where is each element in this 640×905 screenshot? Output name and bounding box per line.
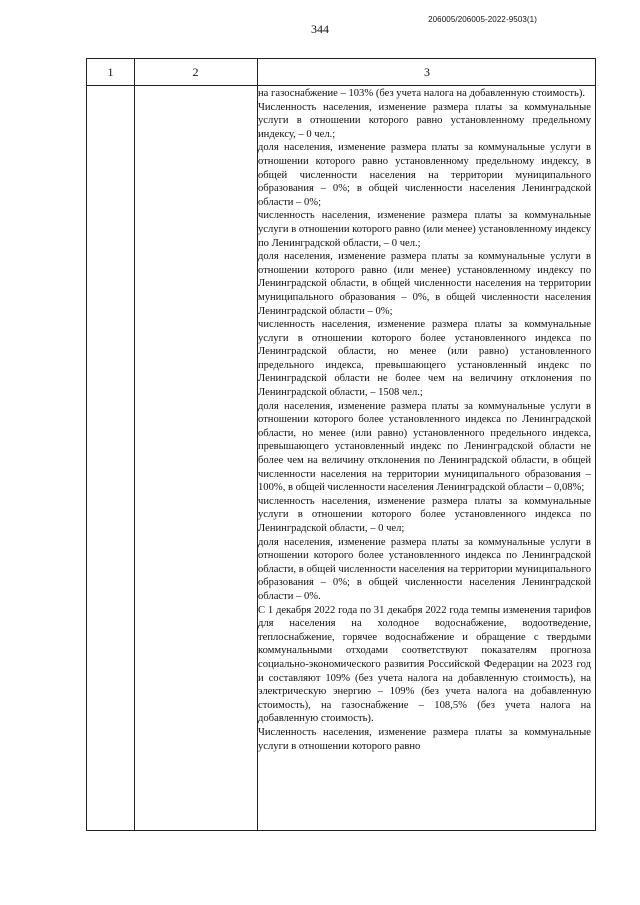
- paragraph: доля населения, изменение размера платы за коммунальные услуги в отношении которого равно (или менее) установленному индексу по Ленинградской области, в общей численности населения на территории муниципального образования – 0%, в общей численности населения Ленинградской области – 0%;: [258, 251, 591, 317]
- paragraph: С 1 декабря 2022 года по 31 декабря 2022 года темпы изменения тарифов для населения на холодное водоснабжение, водоотведение, теплоснабжение, горячее водоснабжение и обращение с твердыми коммунальными отходами соответствуют показателям прогноза социально-экономического развития Российской Федерации на 2023 год и составляют 109% (без учета налога на добавленную стоимость), на электрическую энергию – 109% (без учета налога на добавленную стоимость), на газоснабжение – 108,5% (без учета налога на добавленную стоимость).: [258, 604, 591, 725]
- paragraph: доля населения, изменение размера платы за коммунальные услуги в отношении которого более установленного индекса по Ленинградской области, но менее (или равно) установленного предельного индекса, превышающего установленный индекс по Ленинградской области не более чем на величину отклонения по Ленинградской области, в общей численности населения на территории муниципального образования – 100%, в общей численности населения Ленинградской области – 0,08%;: [258, 400, 591, 494]
- column-header-1: 1: [107, 65, 114, 79]
- paragraph: на газоснабжение – 103% (без учета налога на добавленную стоимость).: [258, 88, 586, 99]
- column-header-2: 2: [192, 65, 199, 79]
- paragraph: Численность населения, изменение размера платы за коммунальные услуги в отношении которого равно установленному предельному индексу, – 0 чел.;: [258, 101, 591, 140]
- table-header-row: [87, 59, 595, 86]
- paragraph: численность населения, изменение размера платы за коммунальные услуги в отношении которого равно (или менее) установленному индексу по Ленинградской области, – 0 чел.;: [258, 210, 591, 249]
- document-code: 206005/206005-2022-9503(1): [428, 15, 537, 24]
- paragraph: доля населения, изменение размера платы за коммунальные услуги в отношении которого равно установленному предельному индексу, в общей численности населения на территории муниципального образования – 0%; в общей численности населения Ленинградской области – 0%;: [258, 142, 591, 208]
- paragraph: Численность населения, изменение размера платы за коммунальные услуги в отношении которого равно: [258, 726, 591, 752]
- paragraph: доля населения, изменение размера платы за коммунальные услуги в отношении которого более установленного индекса по Ленинградской области, в общей численности населения на территории муниципального образования – 0%; в общей численности населения Ленинградской области – 0%.: [258, 536, 591, 602]
- column-header-3: 3: [424, 65, 430, 79]
- paragraph: численность населения, изменение размера платы за коммунальные услуги в отношении которого более установленного индекса по Ленинградской области, но менее (или равно) установленного предельного индекса, превышающего установленный индекс по Ленинградской области не более чем на величину отклонения по Ленинградской области, – 1508 чел.;: [258, 319, 591, 399]
- paragraph: численность населения, изменение размера платы за коммунальные услуги в отношении которого более установленного индекса по Ленинградской области, – 0 чел;: [258, 495, 591, 534]
- column-3-text: [258, 87, 591, 753]
- content-table: [86, 58, 596, 831]
- page-number: 344: [311, 22, 329, 36]
- column-divider-1: [134, 59, 135, 830]
